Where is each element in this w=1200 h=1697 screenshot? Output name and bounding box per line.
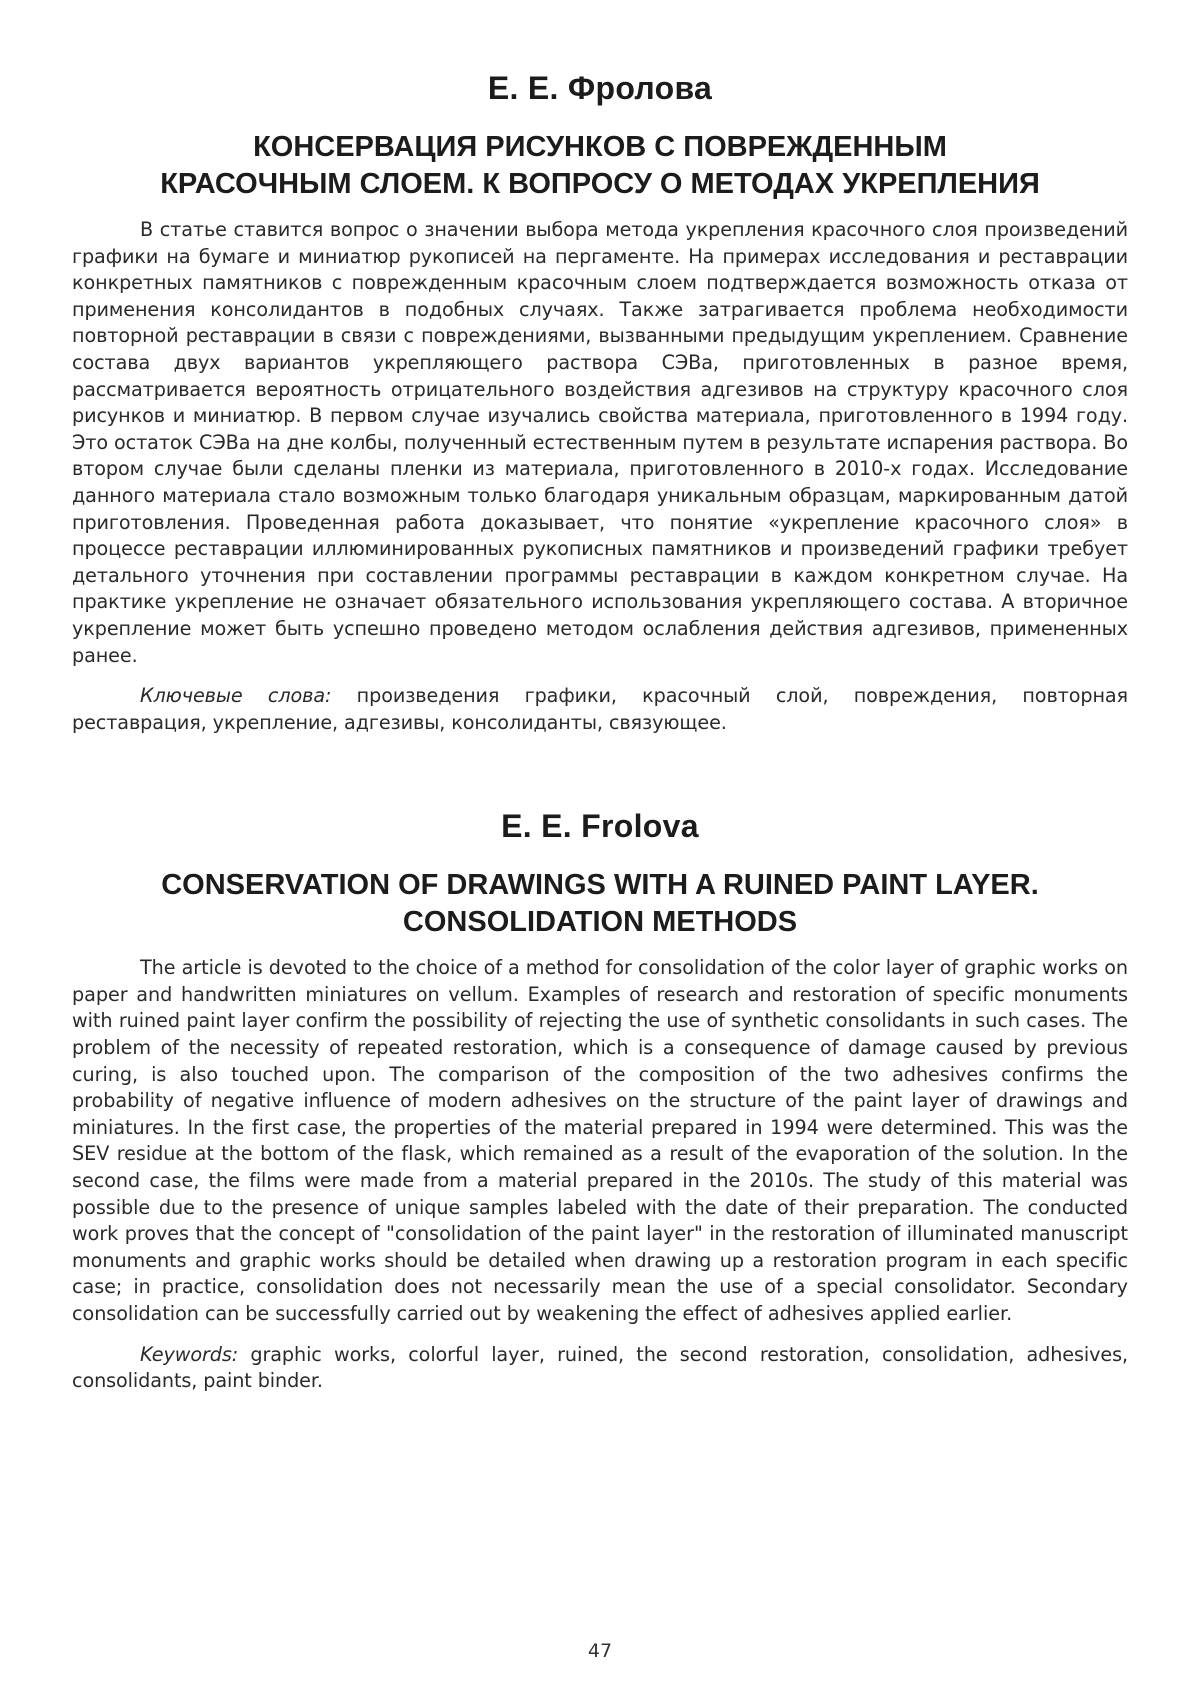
article-page bbox=[72, 60, 1128, 1395]
article-title-ru-line2: КРАСОЧНЫМ СЛОЕМ. К ВОПРОСУ О МЕТОДАХ УКРЕПЛЕНИЯ bbox=[160, 168, 1040, 200]
article-title-en-line2: CONSOLIDATION METHODS bbox=[402, 906, 798, 939]
author-name-en: E. E. Frolova bbox=[501, 808, 699, 845]
keywords-label-en: Keywords: bbox=[140, 1342, 239, 1366]
author-name-ru: Е. Е. Фролова bbox=[487, 70, 713, 106]
keywords-text-ru: произведения графики, красочный слой, повреждения, повторная реставрация, укрепление, адгезивы, консолиданты, связующее. bbox=[72, 684, 1129, 734]
article-title-ru bbox=[72, 129, 1128, 203]
english-abstract-section bbox=[72, 808, 1128, 1395]
keywords-ru bbox=[72, 683, 1128, 736]
article-title-ru-line1: КОНСЕРВАЦИЯ РИСУНКОВ С ПОВРЕЖДЕННЫМ bbox=[253, 131, 947, 163]
abstract-ru: В статье ставится вопрос о значении выбора метода укрепления красочного слоя произведений графики на бумаге и миниатюр рукописей на пергаменте. На примерах исследования и реставрации конкретных памятников с поврежденным красочным слоем подтверждается возможность отказа от применения консолидантов в подобных случаях. Также затрагивается проблема необходимости повторной реставрации в связи с повреждениями, вызванными предыдущим укреплением. Сравнение состава двух вариантов укрепляющего раствора СЭВа, приготовленных в разное время, рассматривается вероятность отрицательного воздействия адгезивов на структуру красочного слоя рисунков и миниатюр. В первом случае изучались свойства материала, приготовленного в 1994 году. Это остаток СЭВа на дне колбы, полученный естественным путем в результате испарения раствора. Во втором случае были сделаны пленки из материала, приготовленного в 2010-х годах. Исследование данного материала стало возможным только благодаря уникальным образцам, маркированным датой приготовления. Проведенная работа доказывает, что понятие «укрепление красочного слоя» в процессе реставрации иллюминированных рукописных памятников и произведений графики требует детального уточнения при составлении программы реставрации в каждом конкретном случае. На практике укрепление не означает обязательного использования укрепляющего состава. А вторичное укрепление может быть успешно проведено методом ослабления действия адгезивов, примененных ранее. bbox=[72, 218, 1128, 667]
keywords-en bbox=[72, 1342, 1128, 1395]
keywords-text-en: graphic works, colorful layer, ruined, the second restoration, consolidation, adhesives, consolidants, paint binder. bbox=[72, 1342, 1128, 1393]
keywords-label-ru: Ключевые слова: bbox=[140, 684, 332, 708]
article-title-en-line1: CONSERVATION OF DRAWINGS WITH A RUINED PAINT LAYER. bbox=[161, 869, 1039, 902]
russian-abstract-section bbox=[72, 70, 1128, 736]
article-title-en bbox=[72, 867, 1128, 941]
abstract-en: The article is devoted to the choice of a method for consolidation of the color layer of graphic works on paper and handwritten miniatures on vellum. Examples of research and restoration of specific monuments with ruined paint layer confirm the possibility of rejecting the use of synthetic consolidants in such cases. The problem of the necessity of repeated restoration, which is a consequence of damage caused by previous curing, is also touched upon. The comparison of the composition of the two adhesives confirms the probability of negative influence of modern adhesives on the structure of the paint layer of drawings and miniatures. In the first case, the properties of the material prepared in 1994 were determined. This was the SEV residue at the bottom of the flask, which remained as a result of the evaporation of the solution. In the second case, the films were made from a material prepared in the 2010s. The study of this material was possible due to the presence of unique samples labeled with the date of their preparation. The conducted work proves that the concept of "consolidation of the paint layer" in the restoration of illuminated manuscript monuments and graphic works should be detailed when drawing up a restoration program in each specific case; in practice, consolidation does not necessarily mean the use of a special consolidator. Secondary consolidation can be successfully carried out by weakening the effect of adhesives applied earlier. bbox=[72, 956, 1128, 1325]
page-number: 47 bbox=[587, 1640, 613, 1662]
